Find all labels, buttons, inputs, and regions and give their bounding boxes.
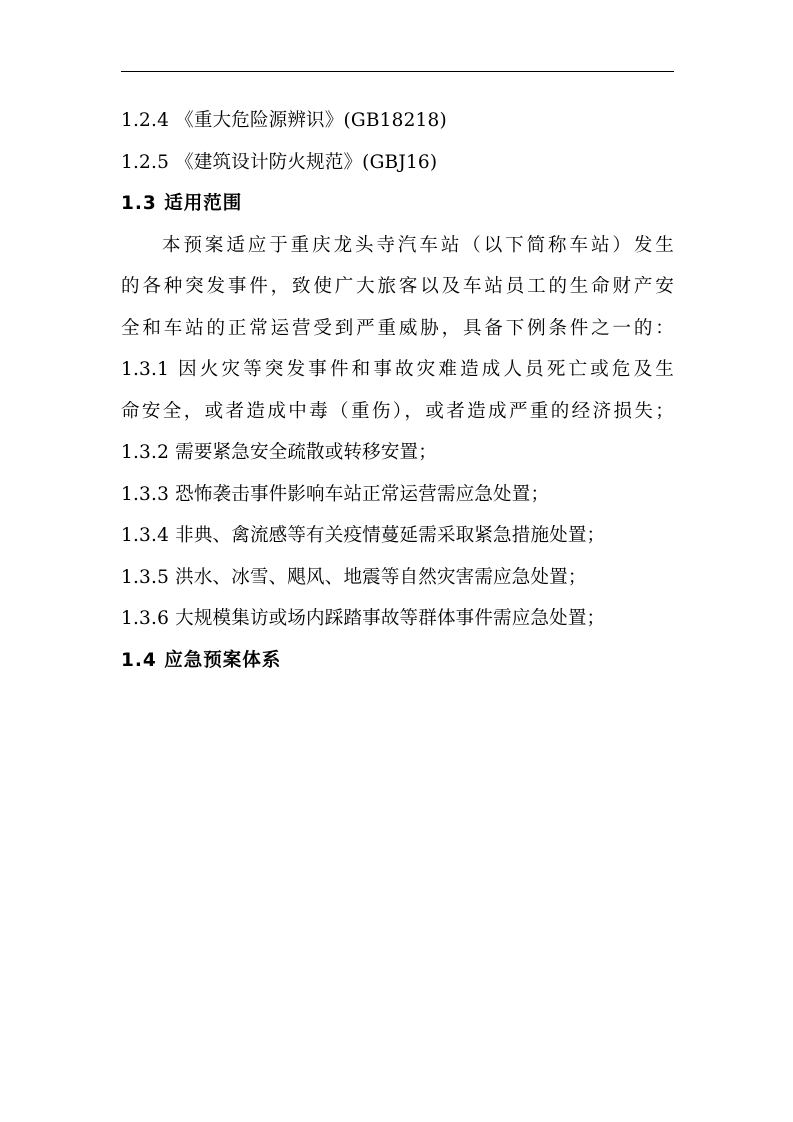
reference-item-1-2-4: 1.2.4 《重大危险源辨识》(GB18218) [121, 110, 447, 131]
condition-item-1-3-1-line-1: 1.3.1 因火灾等突发事件和事故灾难造成人员死亡或危及生 [121, 359, 674, 380]
section-heading-1-4: 1.4 应急预案体系 [121, 649, 282, 671]
scope-paragraph-line-3: 全和车站的正常运营受到严重威胁，具备下例条件之一的： [121, 317, 674, 339]
condition-item-1-3-4: 1.3.4 非典、禽流感等有关疫情蔓延需采取紧急措施处置； [121, 525, 606, 546]
condition-item-1-3-1-line-2: 命安全，或者造成中毒（重伤），或者造成严重的经济损失； [121, 400, 674, 422]
section-heading-1-3: 1.3 适用范围 [121, 193, 243, 214]
scope-paragraph-line-1: 本预案适应于重庆龙头寺汽车站（以下简称车站）发生 [162, 234, 674, 256]
condition-item-1-3-2: 1.3.2 需要紧急安全疏散或转移安置； [121, 442, 437, 463]
reference-item-1-2-5: 1.2.5 《建筑设计防火规范》(GBJ16) [121, 151, 438, 173]
condition-item-1-3-6: 1.3.6 大规模集访或场内踩踏事故等群体事件需应急处置； [121, 608, 606, 629]
condition-item-1-3-5: 1.3.5 洪水、冰雪、飓风、地震等自然灾害需应急处置； [121, 566, 587, 588]
condition-item-1-3-3: 1.3.3 恐怖袭击事件影响车站正常运营需应急处置； [121, 483, 550, 505]
scope-paragraph-line-2: 的各种突发事件，致使广大旅客以及车站员工的生命财产安 [121, 276, 674, 297]
document-body [121, 100, 674, 681]
header-rule [121, 71, 674, 72]
